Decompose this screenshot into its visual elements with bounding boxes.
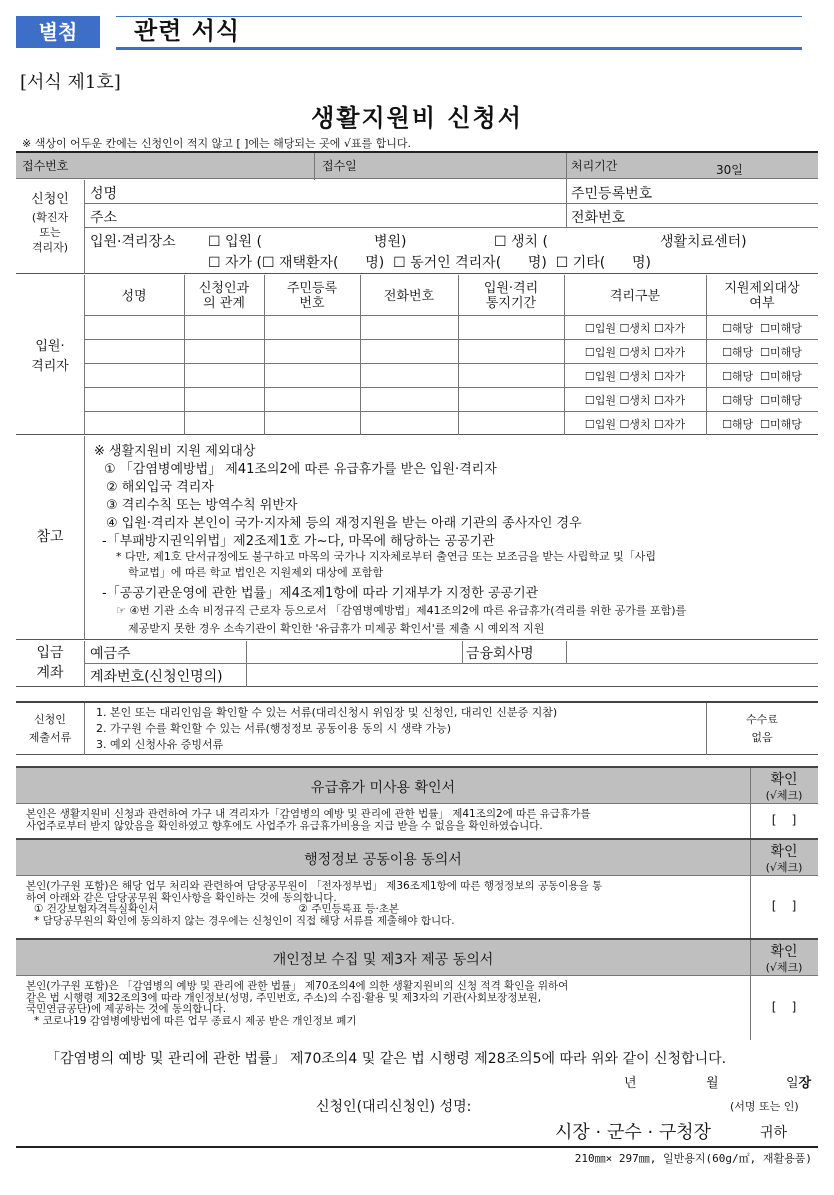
consent-text-line: ① 건강보험자격득실확인서 ② 주민등록표 등·초본 [34,903,400,915]
reference-line: 제공받지 못한 경우 소속기관이 확인한 '유급휴가 미제공 확인서'를 제출 시 예외적 지원 [128,622,545,635]
signature-note: (서명 또는 인) [730,1100,799,1113]
consent-text-line: 하여 아래와 같은 담당공무원 확인사항을 확인하는 것에 동의합니다. [26,891,337,904]
treatment-center-option[interactable]: ☐ 생치 ( [494,234,548,250]
paper-spec: 210㎜× 297㎜, 일반용지(60g/㎡, 재활용품) [574,1152,812,1165]
account-holder-field[interactable]: 예금주 [90,646,131,662]
applicant-section [16,180,818,274]
documents-list [96,705,557,753]
isolation-category-options[interactable]: ☐입원 ☐생치 ☐자가 [584,370,686,383]
account-number-field[interactable]: 계좌번호(신청인명의) [90,669,223,685]
reference-line: ☞ ④번 기관 소속 비정규직 근로자 등으로서 「감염병예방법」제41조의2에 따른 유급휴가(격리를 위한 공가를 포함)를 [116,604,687,617]
isolation-column-header: 지원제외대상 여부 [724,281,800,311]
header-rule [116,47,802,50]
receipt-row [16,151,818,179]
addressee: 시장 · 군수 · 구청장 [555,1122,712,1143]
isolation-category-options[interactable]: ☐입원 ☐생치 ☐자가 [584,322,686,335]
reference-label: 참고 [36,529,64,545]
consent-text-line: 본인(가구원 포함)은 「감염병의 예방 및 관리에 관한 법률」 제70조의4에 의한 생활지원비의 신청 적격 확인을 위하여 [26,980,569,992]
account-section [16,641,818,687]
applicant-address-field[interactable]: 주소 [90,210,118,226]
applicant-phone-field[interactable]: 전화번호 [571,210,626,226]
consent-section [16,766,818,836]
form-number: [서식 제1호] [20,72,121,93]
isolation-table [16,275,818,435]
isolation-column-header: 신청인과 의 관계 [198,281,250,311]
check-header: 확인 [770,944,798,960]
consent-checkbox[interactable]: [ ] [771,899,797,913]
processing-period-label: 처리기간 [571,159,618,173]
exclusion-options[interactable]: ☐해당 ☐미해당 [722,346,802,359]
documents-label: 신청인 제출서류 [28,713,72,744]
consent-text-line: * 담당공무원의 확인에 동의하지 않는 경우에는 신청인이 직접 해당 서류를 제출해야 합니다. [34,914,455,927]
consent-section [16,938,818,1038]
hospital-suffix: 병원) [374,234,407,250]
reference-section [16,436,818,640]
check-subheader: (√체크) [765,789,803,802]
isolation-label: 입원· 격리자 [31,339,69,374]
consent-text-line: 사업주로부터 받지 않았음을 확인하였고 향후에도 사업주가 유급휴가비용을 지급 받을 수 없음을 확인하였습니다. [26,819,543,832]
document-title: 생활지원비 신청서 [311,104,523,132]
processing-period-value: 30일 [716,163,743,177]
reference-line: ③ 격리수칙 또는 방역수칙 위반자 [106,498,298,513]
reference-line: -「공공기관운영에 관한 법률」제4조제1항에 따라 기재부가 지정한 공공기관 [102,586,539,601]
footer-rule [16,1146,818,1148]
consent-section-title: 행정정보 공동이용 동의서 [304,852,462,868]
isolation-column-header: 격리구분 [609,288,661,304]
document-item: 1. 본인 또는 대리인임을 확인할 수 있는 서류(대리신청시 위임장 및 신청인, 대리인 신분증 지참) [96,706,558,719]
appendix-header [16,14,802,50]
exclusion-options[interactable]: ☐해당 ☐미해당 [722,394,802,407]
applicant-label: 신청인 (확진자 또는 격리자) [31,192,69,254]
applicant-rrn-field[interactable]: 주민등록번호 [571,186,653,202]
date-month: 월 [706,1076,719,1091]
bank-name-field[interactable]: 금융회사명 [466,646,534,662]
isolation-column-header: 전화번호 [383,288,435,304]
consent-text-line: * 코로나19 감염병예방법에 따른 업무 종료시 제공 받은 개인정보 폐기 [34,1014,357,1027]
reference-line: ※ 생활지원비 지원 제외대상 [94,444,256,459]
fee-label: 수수료 없음 [746,713,778,744]
documents-section [16,701,818,755]
receipt-number-label: 접수번호 [22,159,69,173]
isolation-column-header: 입원·격리 통지기간 [483,281,539,311]
treatment-center-suffix: 생활치료센터) [660,234,747,250]
reference-line: * 다만, 제1호 단서규정에도 불구하고 마목의 국가나 지자체로부터 출연금 또는 보조금을 받는 사립학교 및「사립 [116,550,656,563]
check-subheader: (√체크) [765,861,803,874]
receipt-date-label: 접수일 [322,159,357,173]
isolation-category-options[interactable]: ☐입원 ☐생치 ☐자가 [584,418,686,431]
exclusion-options[interactable]: ☐해당 ☐미해당 [722,418,802,431]
date-year: 년 [624,1076,637,1091]
consent-section-title: 개인정보 수집 및 제3자 제공 동의서 [272,952,494,968]
appendix-badge: 별첨 [16,16,100,48]
consent-text-line: 국민연금공단)에 제공하는 것에 동의합니다. [26,1003,227,1015]
consent-section [16,838,818,936]
isolation-column-header: 주민등록 번호 [286,281,338,311]
document-item: 2. 가구원 수를 확인할 수 있는 서류(행정정보 공동이용 동의 시 생략 가능) [96,722,452,735]
consent-checkbox[interactable]: [ ] [771,813,797,827]
hospital-option[interactable]: ☐ 입원 ( [208,234,262,250]
consent-checkbox[interactable]: [ ] [771,1000,797,1014]
account-label: 입금 계좌 [36,645,64,681]
instruction-note: ※ 색상이 어두운 칸에는 신청인이 적지 않고 [ ]에는 해당되는 곳에 √표를 합니다. [22,137,412,150]
reference-line: ④ 입원·격리자 본인이 국가·지자체 등의 재정지원을 받는 아래 기관의 종사자인 경우 [106,516,582,531]
check-subheader: (√체크) [765,961,803,974]
reference-line: -「부패방지권익위법」제2조제1호 가~다, 마목에 해당하는 공공기관 [102,534,495,549]
isolation-place-label: 입원·격리장소 [90,234,176,250]
reference-line: ① 「감염병예방법」 제41조의2에 따른 유급휴가를 받은 입원·격리자 [104,462,497,477]
check-header: 확인 [770,844,798,860]
consent-section-title: 유급휴가 미사용 확인서 [310,780,456,796]
consent-text-line: 본인은 생활지원비 신청과 관련하여 가구 내 격리자가「감염병의 예방 및 관리에 관한 법률」 제41조의2에 따른 유급휴가를 [26,808,591,820]
applicant-name-field[interactable]: 성명 [90,186,118,202]
isolation-column-header: 성명 [121,288,147,304]
document-item: 3. 예외 신청사유 증빙서류 [96,738,224,751]
exclusion-options[interactable]: ☐해당 ☐미해당 [722,370,802,383]
isolation-category-options[interactable]: ☐입원 ☐생치 ☐자가 [584,346,686,359]
reference-line: 학교법」에 따른 학교 법인은 지원제외 대상에 포함함 [128,566,384,579]
consent-text-line: 같은 법 시행령 제32조의3에 따라 개인정보(성명, 주민번호, 주소)의 수집·활용 및 제3자의 기관(사회보장정보원, [26,991,542,1004]
date-day: 일장 [786,1076,812,1091]
reference-line: ② 해외입국 격리자 [106,480,214,495]
application-statement: 「감염병의 예방 및 관리에 관한 법률」 제70조의4 및 같은 법 시행령 제28조의5에 따라 위와 같이 신청합니다. [46,1051,727,1067]
isolation-category-options[interactable]: ☐입원 ☐생치 ☐자가 [584,394,686,407]
check-header: 확인 [770,772,798,788]
signer-label: 신청인(대리신청인) 성명: [316,1099,472,1115]
honorific: 귀하 [760,1125,788,1141]
consent-text-line: 본인(가구원 포함)은 해당 업무 처리와 관련하여 담당공무원이 「전자정부법」 제36조제1항에 따른 행정정보의 공동이용을 통 [26,880,603,892]
exclusion-options[interactable]: ☐해당 ☐미해당 [722,322,802,335]
home-isolation-options[interactable]: ☐ 자가 (☐ 재택환자( 명) ☐ 동거인 격리자( 명) ☐ 기타( 명) [208,255,651,271]
appendix-title: 관련 서식 [134,17,241,45]
